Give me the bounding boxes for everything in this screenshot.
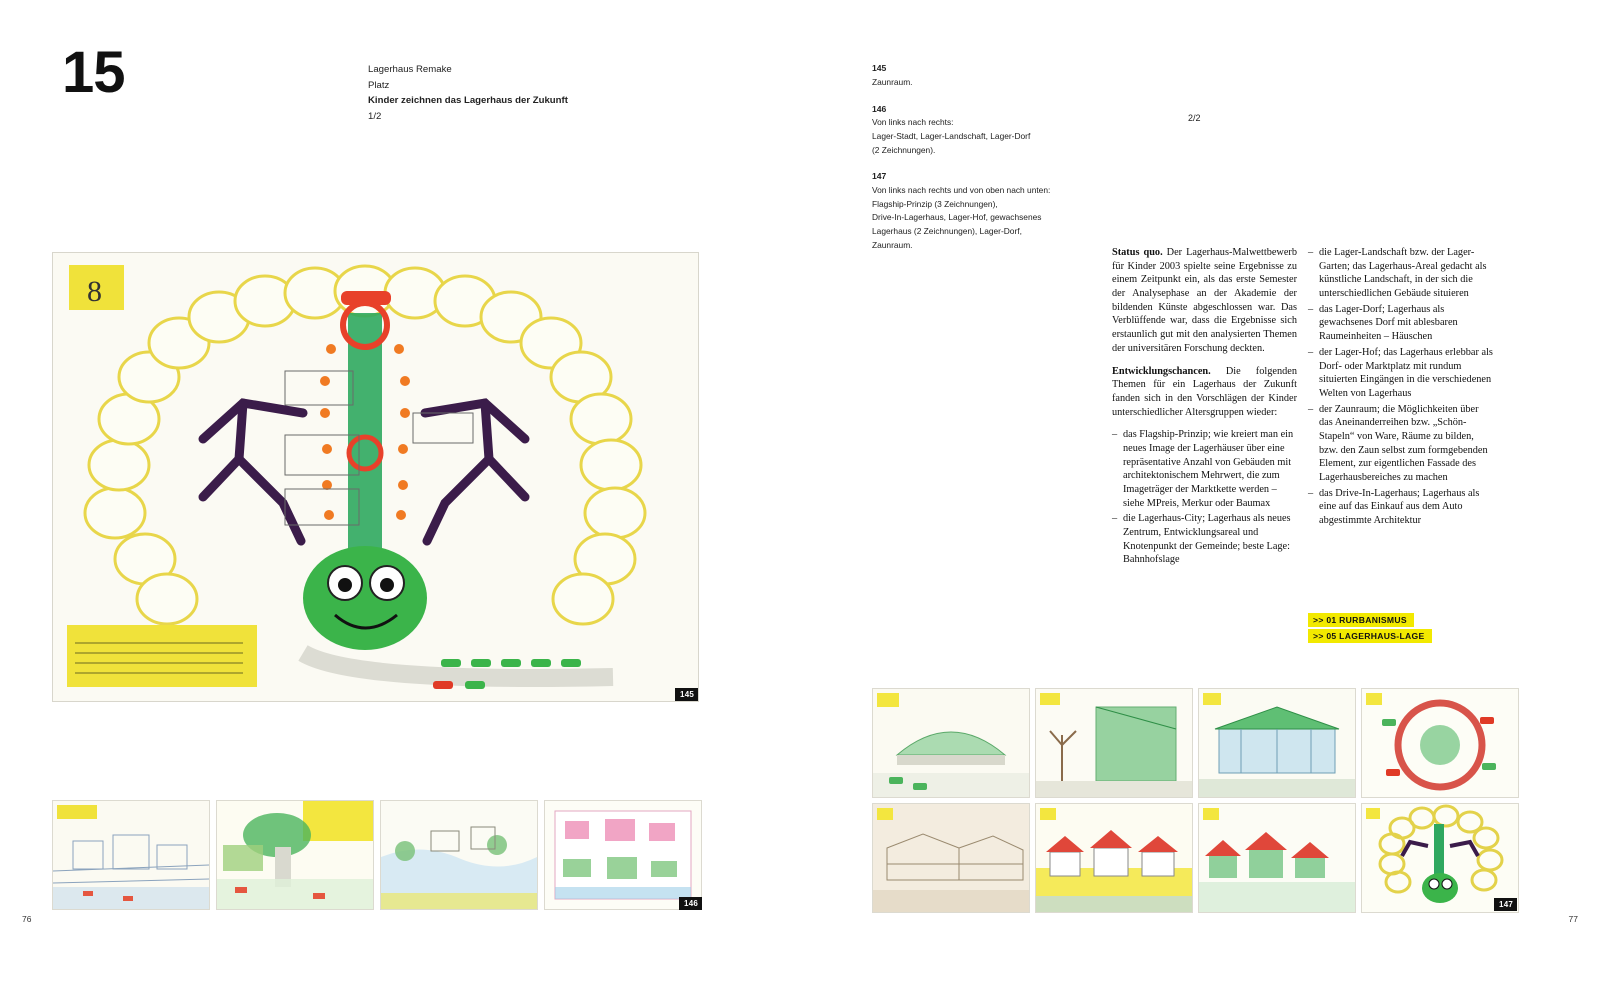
lead-status-quo: Status quo. — [1112, 247, 1163, 258]
folio-left: 76 — [22, 914, 32, 924]
bullet-lager-hof: – der Lager-Hof; das Lagerhaus erlebbar als Dorf- oder Marktplatz mit rundum situierten Eingängen in die verschiedenen Welten von Lagerhaus — [1308, 346, 1493, 401]
bullet-lager-landschaft: – die Lager-Landschaft bzw. der Lager-Garten; das Lagerhaus-Areal gedacht als künstliche Landschaft, in der sich die unterschiedlichen Gebäude situieren — [1308, 246, 1493, 301]
caption-146-line-1: Von links nach rechts: — [872, 117, 954, 128]
caption-147-line-2: Flagship-Prinzip (3 Zeichnungen), — [872, 198, 998, 209]
text-status-quo: Der Lagerhaus-Malwettbewerb für Kinder 2003 spielte seine Ergebnisse zu einem Zeitpunkt ein, als das erste Semester der Analysephase an der Akademie der bildenden Künste abgeschlossen war. Das Verblüffende war, dass die Ergebnisse sich erstaunlich gut mit den analysierten Themen der universitären Forschung deckten. — [1112, 247, 1297, 354]
page-header — [368, 62, 568, 124]
thumb-art-r8 — [1362, 804, 1518, 912]
thumbnail-drive-in — [1361, 688, 1519, 798]
caption-147-line-5: Zaunraum. — [872, 239, 913, 250]
caption-147-line-1: Von links nach rechts und von oben nach unten: — [872, 185, 1051, 196]
bullet-list-column-2 — [1308, 246, 1493, 528]
chapter-number: 15 — [62, 40, 125, 105]
thumb-art-r5 — [873, 804, 1029, 912]
thumb-art-r2 — [1036, 689, 1192, 797]
thumb-art-r6 — [1036, 804, 1192, 912]
caption-column — [872, 62, 1077, 265]
caption-146-line-3: (2 Zeichnungen). — [872, 144, 936, 155]
caption-147-line-4: Lagerhaus (2 Zeichnungen), Lager-Dorf, — [872, 226, 1022, 237]
caption-146-line-2: Lager-Stadt, Lager-Landschaft, Lager-Dorf — [872, 131, 1031, 142]
caption-145-number: 145 — [872, 63, 887, 73]
thumbnail-flagship-2 — [1035, 688, 1193, 798]
drawing-svg — [53, 253, 698, 701]
text-entwicklungschancen: Die folgenden Themen für ein Lagerhaus der Zukunft fanden sich in den Vorschlägen der Kinder unterschiedlicher Altersgruppen wieder: — [1112, 365, 1297, 418]
thumbnail-flagship-3 — [1198, 688, 1356, 798]
header-line-title: Kinder zeichnen das Lagerhaus der Zukunft — [368, 95, 568, 107]
thumb-art-r7 — [1199, 804, 1355, 912]
caption-146 — [872, 103, 1077, 158]
thumb-art-1 — [53, 801, 209, 909]
thumb-art-r4 — [1362, 689, 1518, 797]
thumbnail-lager-dorf-1 — [380, 800, 538, 910]
page-of-indicator: 2/2 — [1188, 113, 1201, 123]
bullet-flagship: – das Flagship-Prinzip; wie kreiert man ein neues Image der Lagerhäuser über eine repräsentative Anzahl von Gebäuden mit architektonischem Mehrwert, die zum Imageträger der Marktkette werden – siehe MPreis, Merkur oder Baumax — [1112, 428, 1297, 510]
caption-147-line-3: Drive-In-Lagerhaus, Lager-Hof, gewachsenes — [872, 212, 1042, 223]
thumbnail-flagship-1 — [872, 688, 1030, 798]
svg-text:8: 8 — [87, 275, 102, 308]
thumb-art-3 — [381, 801, 537, 909]
caption-146-number: 146 — [872, 103, 887, 114]
cross-reference-tag-lagerhaus-lage[interactable]: >> 05 LAGERHAUS-LAGE — [1308, 629, 1432, 643]
caption-147-number: 147 — [872, 171, 887, 182]
body-text-column-2 — [1308, 246, 1493, 530]
thumb-art-4 — [545, 801, 701, 909]
header-line-series: Lagerhaus Remake — [368, 64, 452, 75]
bullet-drive-in: – das Drive-In-Lagerhaus; Lagerhaus als eine auf das Einkauf aus dem Auto abgestimmte Architektur — [1308, 487, 1493, 528]
thumb-art-2 — [217, 801, 373, 909]
folio-right: 77 — [1568, 914, 1578, 924]
header-line-section: Platz — [368, 79, 390, 91]
thumbnail-row-number-badge: 146 — [679, 897, 702, 910]
caption-147 — [872, 170, 1077, 252]
bullet-zaunraum: – der Zaunraum; die Möglichkeiten über das Aneinanderreihen bzw. „Schön-Stapeln“ von Ware, Räume zu bilden, bzw. den Zaun selbst zum formgebenden Element, zur eigentlichen Fassade des Lagerhausbereiches zu machen — [1308, 403, 1493, 485]
thumbnail-gewachsenes-lagerhaus-2 — [1198, 803, 1356, 913]
thumbnail-lager-landschaft — [216, 800, 374, 910]
thumbnail-zaunraum — [1361, 803, 1519, 913]
bullet-lagerhaus-city: – die Lagerhaus-City; Lagerhaus als neues Zentrum, Entwicklungsareal und Knotenpunkt der Gemeinde; beste Lage: Bahnhofslage — [1112, 512, 1297, 567]
thumb-art-r1 — [873, 689, 1029, 797]
main-figure-kinderzeichnung — [52, 252, 699, 702]
thumbnail-gewachsenes-lagerhaus-1 — [1035, 803, 1193, 913]
thumbnail-row-146 — [52, 800, 702, 910]
thumbnail-lager-hof — [872, 803, 1030, 913]
thumb-art-r3 — [1199, 689, 1355, 797]
paragraph-status-quo — [1112, 246, 1297, 356]
paragraph-entwicklungschancen — [1112, 365, 1297, 420]
caption-145 — [872, 62, 1077, 90]
body-text-column-1 — [1112, 246, 1297, 569]
caption-145-line-1: Zaunraum. — [872, 76, 913, 87]
cross-reference-tag-rurbanismus[interactable]: >> 01 RURBANISMUS — [1308, 613, 1414, 627]
right-page — [800, 0, 1600, 988]
header-line-partnum: 1/2 — [368, 110, 382, 122]
thumbnail-grid-147 — [872, 688, 1517, 911]
bullet-list-column-1 — [1112, 428, 1297, 567]
lead-entwicklungschancen: Entwicklungschancen. — [1112, 365, 1211, 377]
bullet-lager-dorf: – das Lager-Dorf; Lagerhaus als gewachsenes Dorf mit ablesbaren Raumeinheiten – Häuschen — [1308, 303, 1493, 344]
thumbnail-lager-dorf-2 — [544, 800, 702, 910]
figure-number-badge: 145 — [675, 688, 698, 701]
thumbnail-grid-number-badge: 147 — [1494, 898, 1517, 911]
thumbnail-lager-stadt — [52, 800, 210, 910]
childrens-drawing-artwork — [53, 253, 698, 701]
